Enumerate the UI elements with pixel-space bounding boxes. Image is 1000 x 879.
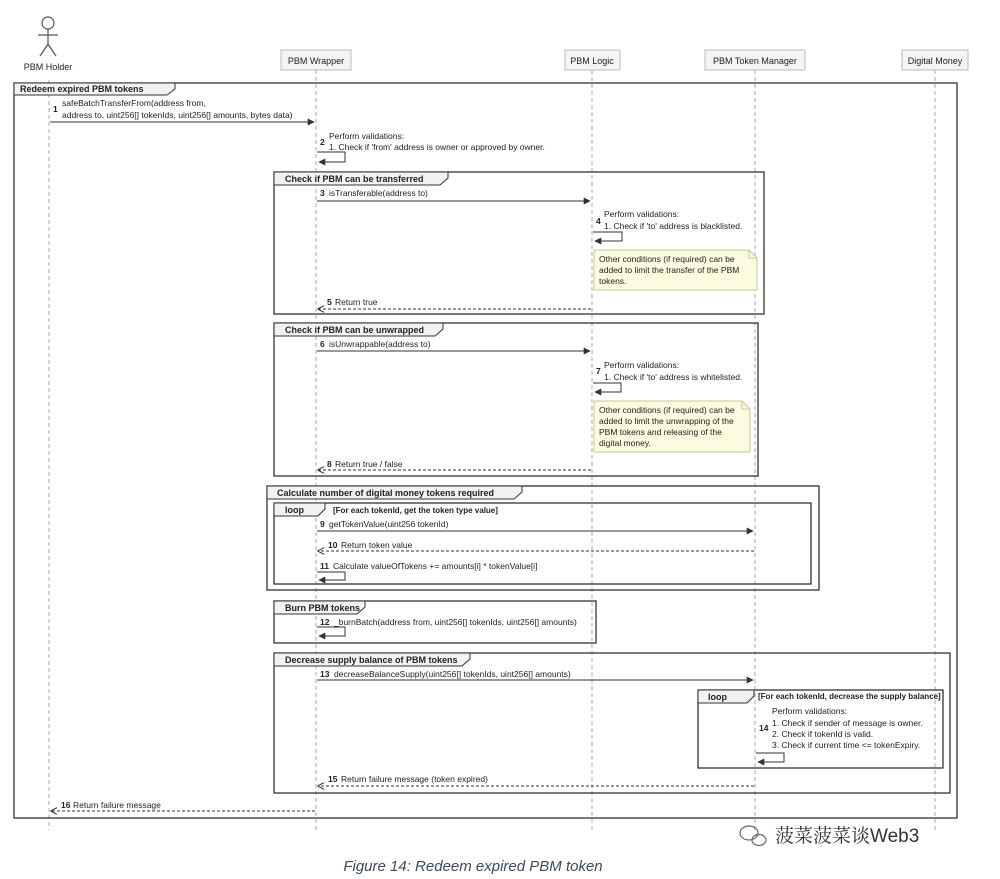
message-label: Perform validations: — [604, 360, 680, 370]
message-label: Perform validations: — [604, 209, 680, 219]
message-number: 3 — [320, 188, 325, 198]
note-line: tokens. — [599, 276, 627, 286]
message-label: Return true — [335, 297, 378, 307]
message-label: decreaseBalanceSupply(uint256[] tokenIds, uint256[] amounts) — [334, 669, 571, 679]
message-number: 15 — [328, 774, 338, 784]
watermark — [740, 825, 919, 847]
participant-manager — [705, 50, 805, 70]
message-number: 14 — [759, 723, 769, 733]
participant-label: PBM Logic — [570, 56, 614, 66]
message-16 — [51, 800, 315, 811]
frame-title: Redeem expired PBM tokens — [20, 84, 144, 94]
participant-label: PBM Wrapper — [287, 56, 345, 66]
message-11 — [317, 561, 537, 580]
message-3 — [317, 188, 590, 201]
note-line: added to limit the unwrapping of the — [599, 416, 734, 426]
message-number: 5 — [327, 297, 332, 307]
participant-wrapper — [281, 50, 351, 70]
message-label: 2. Check if tokenId is valid. — [772, 729, 874, 739]
message-6 — [317, 339, 590, 351]
message-label: Return failure message (token expired) — [341, 774, 488, 784]
wechat-icon — [740, 826, 766, 846]
message-4 — [593, 209, 742, 241]
message-number: 8 — [327, 459, 332, 469]
message-12 — [317, 617, 577, 636]
message-label: getTokenValue(uint256 tokenId) — [329, 519, 449, 529]
message-label: Calculate valueOfTokens += amounts[i] * tokenValue[i] — [333, 561, 538, 571]
message-8 — [318, 459, 591, 470]
loop-guard: [For each tokenId, decrease the supply balance] — [758, 692, 941, 701]
frame-calc — [267, 486, 819, 590]
message-label: 1. Check if 'from' address is owner or approved by owner. — [329, 142, 545, 152]
message-label: Perform validations: — [329, 131, 405, 141]
loop-guard: [For each tokenId, get the token type value] — [333, 506, 498, 515]
message-label: Return token value — [341, 540, 413, 550]
message-label: Return failure message — [73, 800, 161, 810]
participant-money — [902, 50, 968, 70]
figure-caption: Figure 14: Redeem expired PBM token — [343, 858, 603, 875]
message-number: 1 — [53, 104, 58, 114]
watermark-text: 菠菜菠菜谈Web3 — [775, 826, 920, 847]
message-label: 3. Check if current time <= tokenExpiry. — [772, 740, 921, 750]
message-label: isTransferable(address to) — [329, 188, 428, 198]
frame-title: loop — [285, 505, 304, 515]
note-line: PBM tokens and releasing of the — [599, 427, 722, 437]
note-line: Other conditions (if required) can be — [599, 254, 735, 264]
message-number: 6 — [320, 339, 325, 349]
message-label: 1. Check if 'to' address is whitelisted. — [604, 372, 743, 382]
message-label: 1. Check if sender of message is owner. — [772, 718, 923, 728]
message-1 — [50, 98, 314, 122]
note-line: Other conditions (if required) can be — [599, 405, 735, 415]
message-label: safeBatchTransferFrom(address from, — [62, 98, 206, 108]
message-number: 10 — [328, 540, 338, 550]
frame-title: Check if PBM can be unwrapped — [285, 325, 425, 335]
message-label: address to, uint256[] tokenIds, uint256[] amounts, bytes data) — [62, 110, 293, 120]
frame-title: Check if PBM can be transferred — [285, 174, 424, 184]
message-15 — [318, 774, 754, 786]
message-13 — [317, 669, 753, 680]
message-number: 9 — [320, 519, 325, 529]
message-5 — [318, 297, 591, 309]
message-number: 16 — [61, 800, 71, 810]
message-14 — [756, 706, 923, 762]
message-9 — [317, 519, 753, 531]
participant-label: PBM Holder — [23, 62, 73, 72]
message-label: Return true / false — [335, 459, 403, 469]
participant-holder — [24, 17, 73, 72]
frame-title: Decrease supply balance of PBM tokens — [285, 655, 458, 665]
message-label: isUnwrappable(address to) — [329, 339, 431, 349]
frame-title: Calculate number of digital money tokens required — [277, 488, 495, 498]
message-label: _burnBatch(address from, uint256[] tokenIds, uint256[] amounts) — [334, 617, 577, 627]
note-line: digital money. — [599, 438, 651, 448]
message-number: 11 — [320, 561, 329, 571]
participant-label: PBM Token Manager — [713, 56, 797, 66]
message-10 — [318, 540, 754, 551]
message-7 — [593, 360, 742, 392]
note-unwrap — [594, 401, 750, 452]
participant-label: Digital Money — [907, 56, 963, 66]
message-number: 12 — [320, 617, 330, 627]
message-number: 4 — [596, 216, 601, 226]
actor-icon — [38, 17, 58, 56]
note-transfer — [594, 250, 757, 290]
message-number: 2 — [320, 137, 325, 147]
frame-title: Burn PBM tokens — [285, 603, 361, 613]
frame-title: loop — [708, 692, 727, 702]
message-2 — [317, 131, 545, 162]
participant-logic — [565, 50, 620, 70]
message-label: Perform validations: — [772, 706, 848, 716]
message-number: 7 — [596, 366, 601, 376]
message-number: 13 — [320, 669, 330, 679]
note-line: added to limit the transfer of the PBM — [599, 265, 740, 275]
message-label: 1. Check if 'to' address is blacklisted. — [604, 221, 743, 231]
